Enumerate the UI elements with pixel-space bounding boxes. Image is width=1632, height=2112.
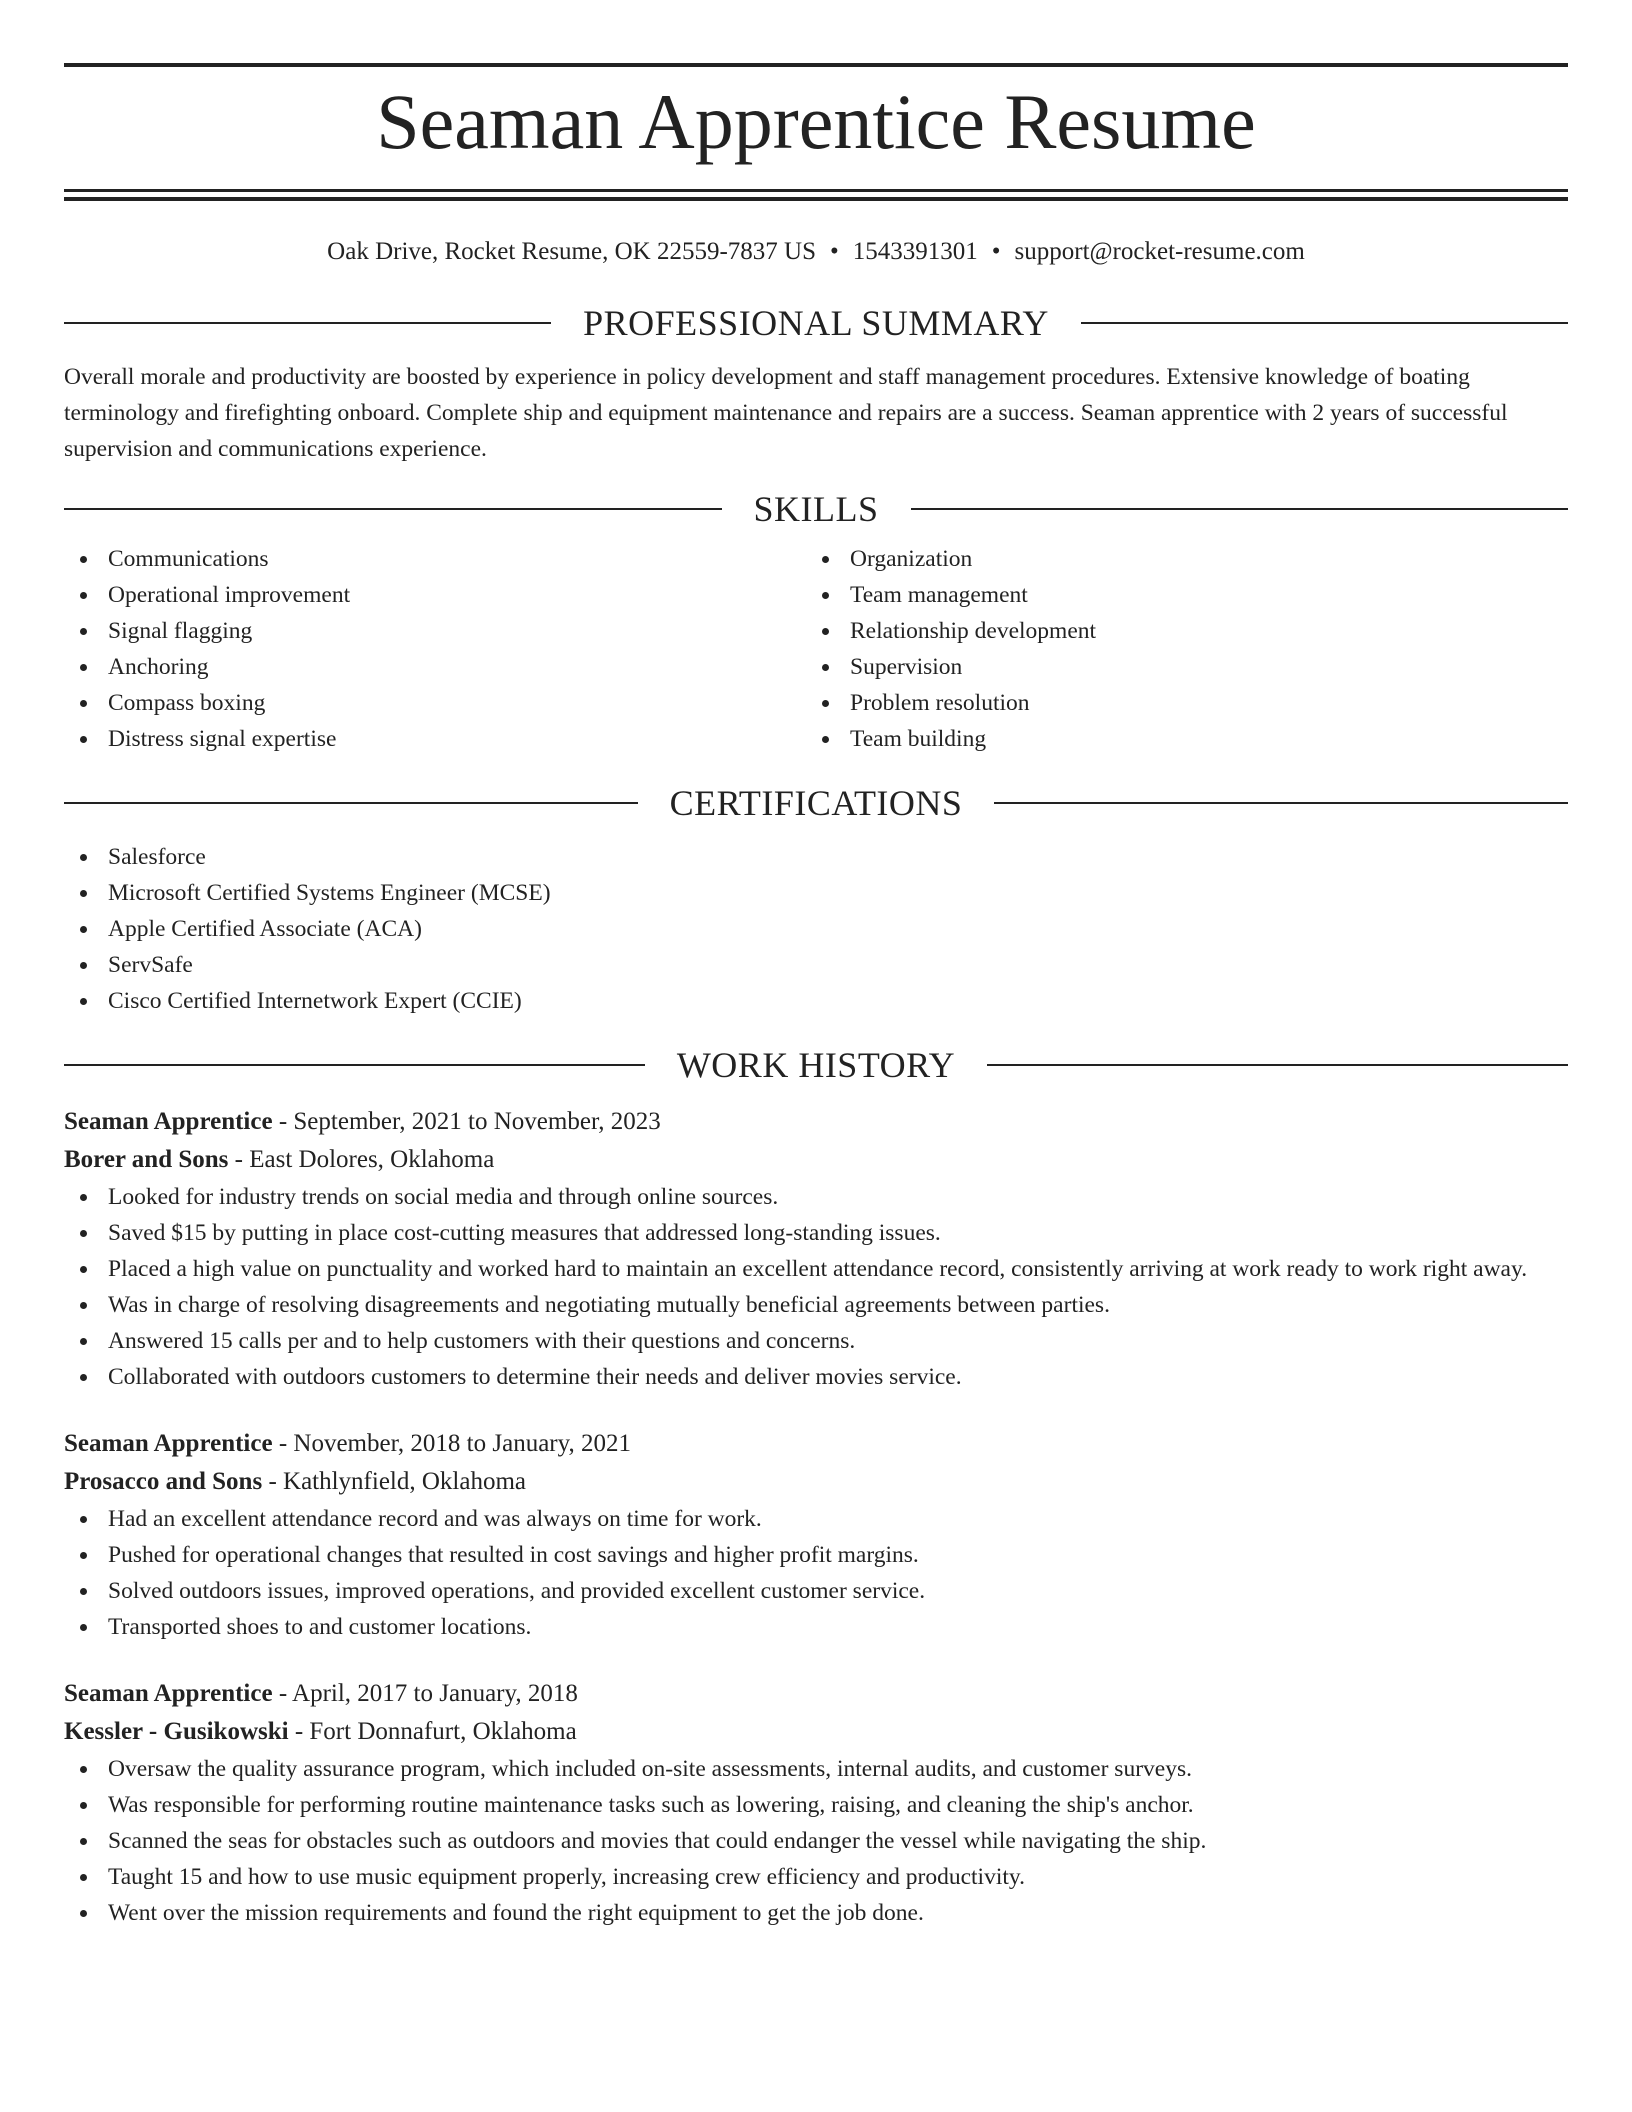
job-location: - East Dolores, Oklahoma <box>228 1146 495 1173</box>
job-title: Seaman Apprentice <box>64 1680 273 1707</box>
job-entry <box>64 1103 1568 1395</box>
job-title-line <box>64 1103 1568 1141</box>
summary-heading-label: PROFESSIONAL SUMMARY <box>583 303 1049 343</box>
skill-item: Team building <box>806 721 1548 757</box>
job-company-line <box>64 1463 1568 1501</box>
skills-grid <box>64 541 1568 757</box>
job-bullet: Solved outdoors issues, improved operations, and provided excellent customer service. <box>64 1573 1568 1609</box>
certifications-heading <box>64 779 1568 827</box>
job-bullets <box>64 1751 1568 1931</box>
skills-list-left <box>64 541 806 757</box>
job-location: - Kathlynfield, Oklahoma <box>262 1468 527 1495</box>
job-dates: - September, 2021 to November, 2023 <box>272 1108 661 1135</box>
skill-item: Team management <box>806 577 1548 613</box>
resume-title: Seaman Apprentice Resume <box>376 78 1256 165</box>
job-bullet: Answered 15 calls per and to help customers with their questions and concerns. <box>64 1323 1568 1359</box>
heading-rule-right <box>1081 322 1568 324</box>
contact-line <box>64 235 1568 271</box>
summary-text: Overall morale and productivity are boosted by experience in policy development and staff management procedures. Extensive knowledge of boating terminology and firefighting onboard. Complete ship and equipment maintenance and repairs are a success. Seaman apprentice with 2 years of successful supervision and communications experience. <box>64 364 1508 462</box>
job-title-line <box>64 1675 1568 1713</box>
heading-rule-left <box>64 322 551 324</box>
certifications-heading-label: CERTIFICATIONS <box>669 783 963 823</box>
job-bullet: Collaborated with outdoors customers to determine their needs and deliver movies service. <box>64 1359 1568 1395</box>
skill-item: Anchoring <box>64 649 806 685</box>
skill-item: Relationship development <box>806 613 1548 649</box>
summary-heading <box>64 299 1568 347</box>
job-bullets <box>64 1179 1568 1395</box>
skill-item: Communications <box>64 541 806 577</box>
contact-phone: 1543391301 <box>852 238 978 265</box>
skills-list-right <box>806 541 1548 757</box>
job-dates: - April, 2017 to January, 2018 <box>272 1680 578 1707</box>
job-title: Seaman Apprentice <box>64 1430 273 1457</box>
job-dates: - November, 2018 to January, 2021 <box>272 1430 631 1457</box>
certification-item: Microsoft Certified Systems Engineer (MCSE) <box>64 875 1568 911</box>
job-bullet: Looked for industry trends on social media and through online sources. <box>64 1179 1568 1215</box>
heading-rule-left <box>64 802 638 804</box>
heading-rule-right <box>911 508 1569 510</box>
heading-rule-left <box>64 508 722 510</box>
work-history-heading-label: WORK HISTORY <box>676 1045 956 1085</box>
job-bullet: Placed a high value on punctuality and worked hard to maintain an excellent attendance record, consistently arriving at work ready to work right away. <box>64 1251 1568 1287</box>
contact-address: Oak Drive, Rocket Resume, OK 22559-7837 US <box>327 238 816 265</box>
certification-item: Cisco Certified Internetwork Expert (CCIE) <box>64 983 1568 1019</box>
job-bullet: Oversaw the quality assurance program, which included on-site assessments, internal audits, and customer surveys. <box>64 1751 1568 1787</box>
skill-item: Problem resolution <box>806 685 1548 721</box>
job-bullet: Was in charge of resolving disagreements and negotiating mutually beneficial agreements between parties. <box>64 1287 1568 1323</box>
job-location: - Fort Donnafurt, Oklahoma <box>288 1718 577 1745</box>
job-company-line <box>64 1713 1568 1751</box>
job-company-line <box>64 1141 1568 1179</box>
contact-email[interactable]: support@rocket-resume.com <box>1014 238 1305 265</box>
job-bullet: Went over the mission requirements and found the right equipment to get the job done. <box>64 1895 1568 1931</box>
job-company: Prosacco and Sons <box>64 1468 263 1495</box>
work-history-list <box>64 1103 1568 1931</box>
job-bullet: Had an excellent attendance record and was always on time for work. <box>64 1501 1568 1537</box>
top-rule <box>64 63 1568 67</box>
job-bullet: Saved $15 by putting in place cost-cutting measures that addressed long-standing issues. <box>64 1215 1568 1251</box>
contact-separator: • <box>830 238 839 265</box>
certification-item: ServSafe <box>64 947 1568 983</box>
job-bullet: Scanned the seas for obstacles such as outdoors and movies that could endanger the vessel while navigating the ship. <box>64 1823 1568 1859</box>
certification-item: Salesforce <box>64 839 1568 875</box>
job-title-line <box>64 1425 1568 1463</box>
job-entry <box>64 1675 1568 1931</box>
skill-item: Signal flagging <box>64 613 806 649</box>
job-bullet: Transported shoes to and customer locations. <box>64 1609 1568 1645</box>
skills-heading <box>64 485 1568 533</box>
certification-item: Apple Certified Associate (ACA) <box>64 911 1568 947</box>
skill-item: Compass boxing <box>64 685 806 721</box>
work-history-heading <box>64 1041 1568 1089</box>
job-bullet: Taught 15 and how to use music equipment properly, increasing crew efficiency and productivity. <box>64 1859 1568 1895</box>
skills-heading-label: SKILLS <box>753 489 879 529</box>
skill-item: Distress signal expertise <box>64 721 806 757</box>
job-entry <box>64 1425 1568 1645</box>
skill-item: Organization <box>806 541 1548 577</box>
job-title: Seaman Apprentice <box>64 1108 273 1135</box>
title-double-rule <box>64 189 1568 201</box>
job-bullet: Pushed for operational changes that resulted in cost savings and higher profit margins. <box>64 1537 1568 1573</box>
job-company: Kessler - Gusikowski <box>64 1718 289 1745</box>
certifications-list <box>64 839 1568 1019</box>
heading-rule-right <box>994 802 1568 804</box>
skill-item: Supervision <box>806 649 1548 685</box>
heading-rule-left <box>64 1064 645 1066</box>
job-bullet: Was responsible for performing routine maintenance tasks such as lowering, raising, and cleaning the ship's anchor. <box>64 1787 1568 1823</box>
job-company: Borer and Sons <box>64 1146 229 1173</box>
job-bullets <box>64 1501 1568 1645</box>
contact-separator: • <box>991 238 1001 265</box>
heading-rule-right <box>987 1064 1568 1066</box>
skill-item: Operational improvement <box>64 577 806 613</box>
resume-page <box>64 0 1568 1961</box>
